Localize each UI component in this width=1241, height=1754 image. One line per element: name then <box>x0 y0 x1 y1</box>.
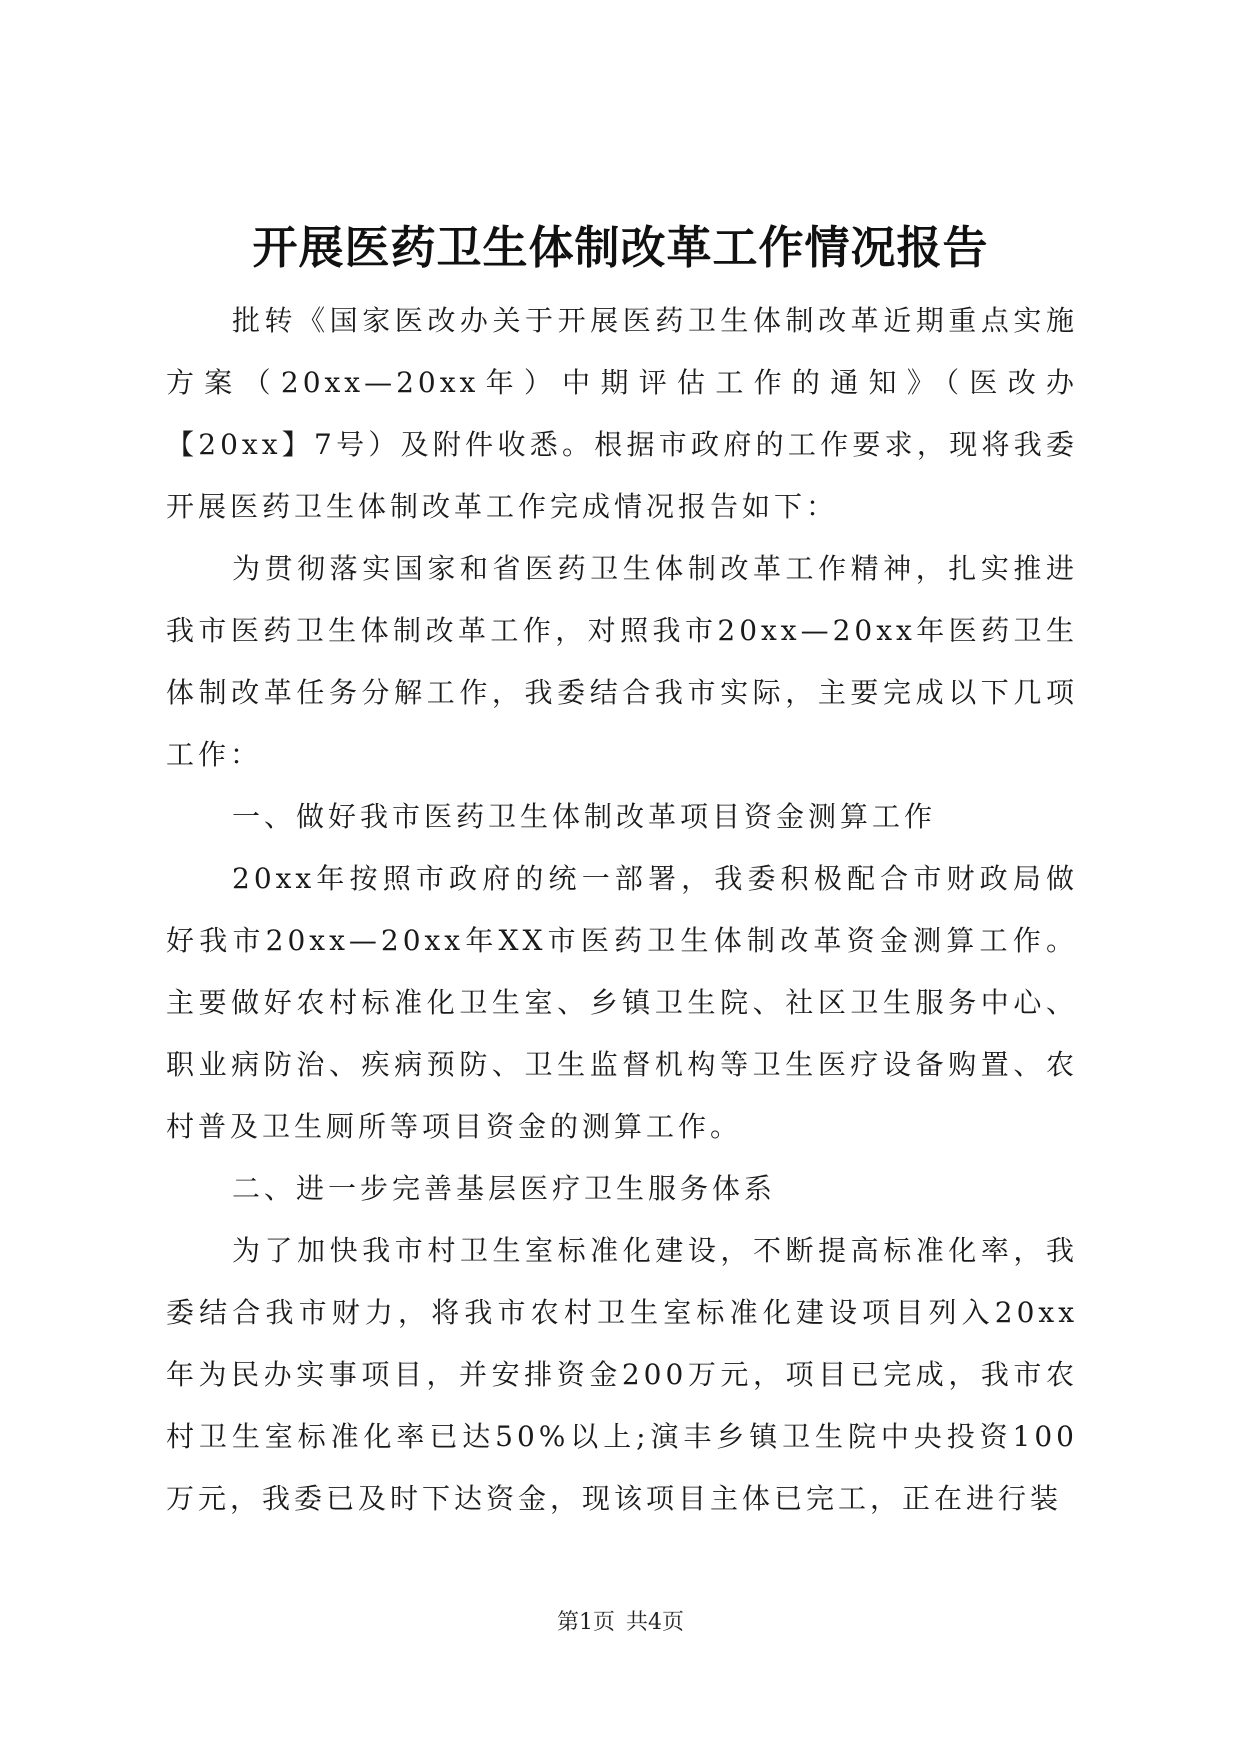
page-number: 第1页 <box>557 1610 615 1635</box>
paragraph-background: 为贯彻落实国家和省医药卫生体制改革工作精神，扎实推进我市医药卫生体制改革工作，对照我市20xx—20xx年医药卫生体制改革任务分解工作，我委结合我市实际，主要完成以下几项工作： <box>166 552 1078 771</box>
document-body <box>166 290 1078 1530</box>
paragraph-section-1: 20xx年按照市政府的统一部署，我委积极配合市财政局做好我市20xx—20xx年XX市医药卫生体制改革资金测算工作。主要做好农村标准化卫生室、乡镇卫生院、社区卫生服务中心、职业病防治、疾病预防、卫生监督机构等卫生医疗设备购置、农村普及卫生厕所等项目资金的测算工作。 <box>166 862 1078 1143</box>
paragraph-section-2: 为了加快我市村卫生室标准化建设，不断提高标准化率，我委结合我市财力，将我市农村卫生室标准化建设项目列入20xx年为民办实事项目，并安排资金200万元，项目已完成，我市农村卫生室标准化率已达50%以上;演丰乡镇卫生院中央投资100万元，我委已及时下达资金，现该项目主体已完工，正在进行装 <box>166 1234 1078 1515</box>
section-heading-2: 二、进一步完善基层医疗卫生服务体系 <box>232 1172 777 1205</box>
document-title: 开展医药卫生体制改革工作情况报告 <box>252 221 989 274</box>
page-footer <box>0 1608 1241 1638</box>
paragraph-intro: 批转《国家医改办关于开展医药卫生体制改革近期重点实施方案（20xx—20xx年）中期评估工作的通知》（医改办【20xx】7号）及附件收悉。根据市政府的工作要求，现将我委开展医药卫生体制改革工作完成情况报告如下： <box>166 304 1078 523</box>
section-heading-1: 一、做好我市医药卫生体制改革项目资金测算工作 <box>232 800 937 833</box>
page-total: 共4页 <box>626 1610 684 1635</box>
